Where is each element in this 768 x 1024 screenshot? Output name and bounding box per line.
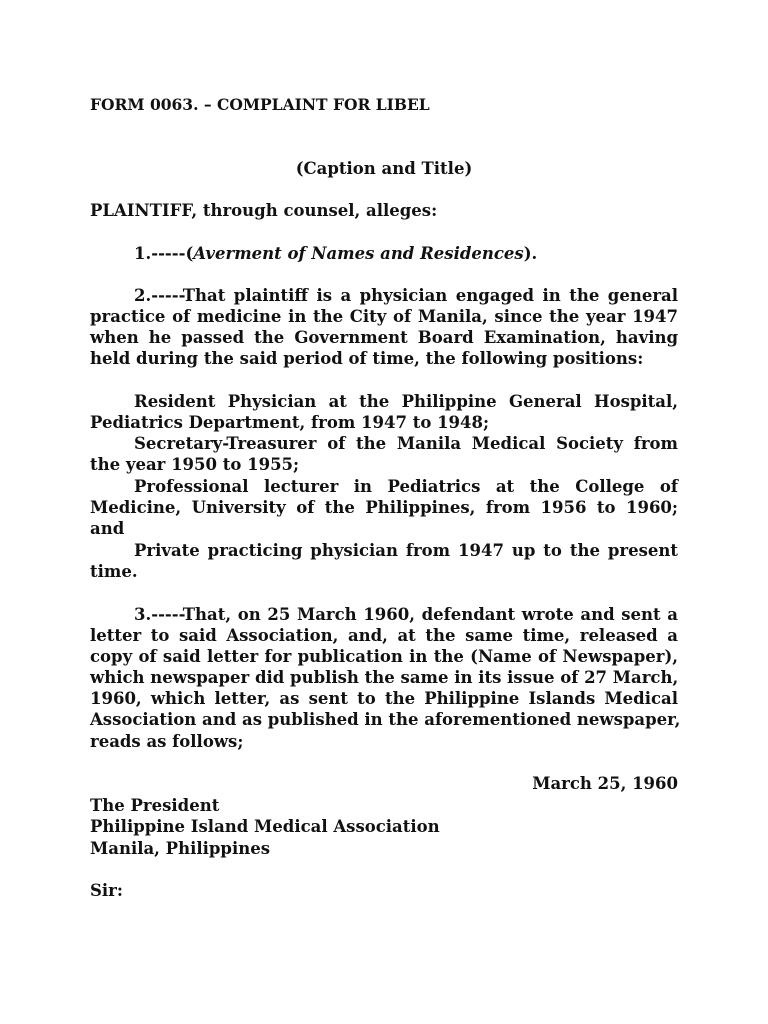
- caption-placeholder: (Caption and Title): [295, 159, 473, 178]
- letter-addressee-line: Manila, Philippines: [90, 839, 271, 858]
- form-title: FORM 0063. – COMPLAINT FOR LIBEL: [90, 95, 430, 114]
- paragraph-1-italic: Averment of Names and Residences: [193, 244, 524, 263]
- paragraph-1: [90, 243, 678, 264]
- position-line: the year 1950 to 1955;: [90, 455, 300, 474]
- letter-date: March 25, 1960: [532, 774, 678, 793]
- document-page: [90, 0, 681, 1024]
- paragraph-3-line: Association and as published in the aforementioned newspaper,: [90, 710, 681, 729]
- paragraph-1-suffix: ).: [523, 244, 538, 263]
- paragraph-3-line: reads as follows;: [90, 732, 244, 751]
- position-line: and: [90, 519, 125, 538]
- paragraph-3-line: copy of said letter for publication in the (Name of Newspaper),: [90, 647, 678, 666]
- paragraph-2-line: when he passed the Government Board Examination, having: [90, 328, 678, 347]
- position-line: time.: [90, 562, 138, 581]
- paragraph-3-line: letter to said Association, and, at the same time, released a: [90, 626, 678, 645]
- paragraph-3-line: which newspaper did publish the same in its issue of 27 March,: [90, 668, 679, 687]
- paragraph-2-line: practice of medicine in the City of Manila, since the year 1947: [90, 307, 678, 326]
- letter-addressee-line: The President: [90, 796, 220, 815]
- letter-addressee-line: Philippine Island Medical Association: [90, 817, 440, 836]
- position-line: Pediatrics Department, from 1947 to 1948;: [90, 413, 490, 432]
- paragraph-2-line: 2.-----That plaintiff is a physician engaged in the general: [134, 286, 678, 305]
- paragraph-2-line: held during the said period of time, the following positions:: [90, 349, 644, 368]
- position-line: Secretary-Treasurer of the Manila Medical Society from: [134, 434, 678, 453]
- letter-salutation: Sir:: [90, 881, 123, 900]
- position-line: Private practicing physician from 1947 up to the present: [134, 541, 678, 560]
- position-line: Resident Physician at the Philippine General Hospital,: [134, 392, 678, 411]
- paragraph-1-prefix: 1.-----(: [134, 244, 194, 263]
- paragraph-3-line: 3.-----That, on 25 March 1960, defendant wrote and sent a: [134, 605, 678, 624]
- position-line: Professional lecturer in Pediatrics at the College of: [134, 477, 678, 496]
- allegation-intro: PLAINTIFF, through counsel, alleges:: [90, 201, 438, 220]
- paragraph-3-line: 1960, which letter, as sent to the Philippine Islands Medical: [90, 689, 678, 708]
- position-line: Medicine, University of the Philippines, from 1956 to 1960;: [90, 498, 678, 517]
